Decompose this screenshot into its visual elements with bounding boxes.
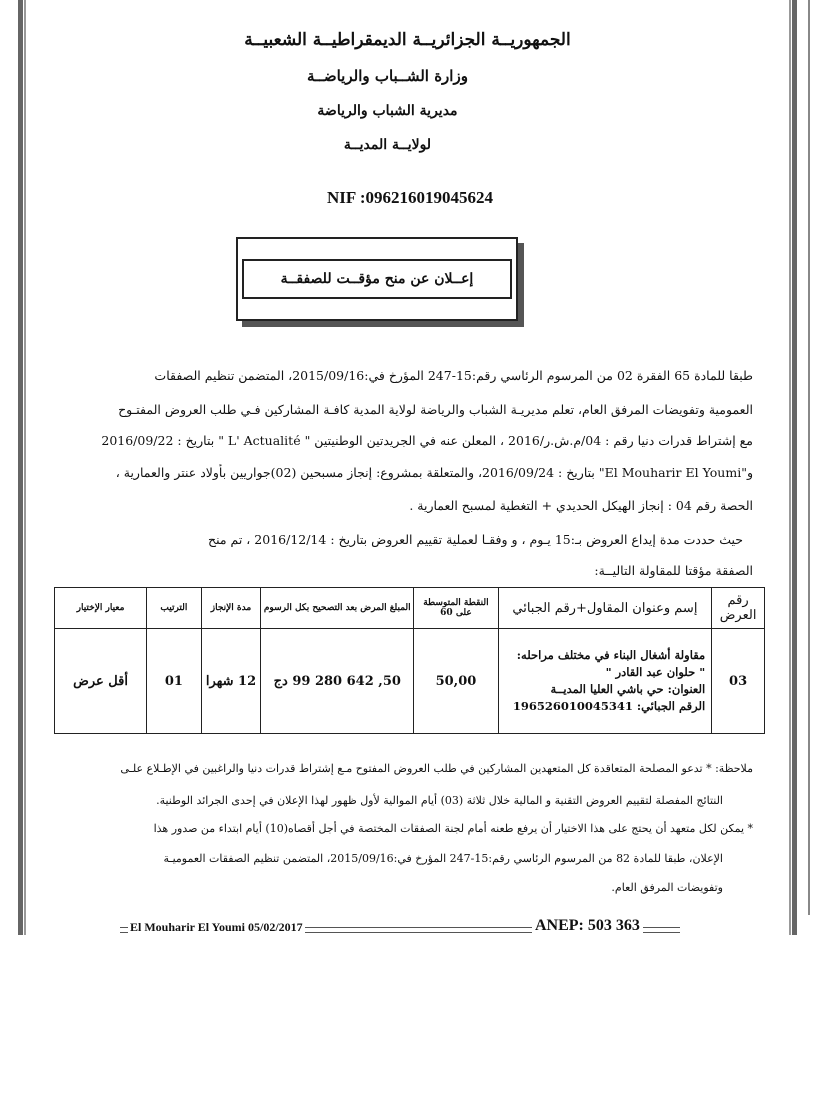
footer-anep: ANEP: 503 363: [532, 917, 643, 935]
scan-edge-line: [808, 0, 810, 915]
score-value: 50,00: [414, 629, 498, 734]
offer-number: 03: [712, 629, 765, 734]
contractor-line: " حلوان عبد القادر ": [605, 665, 706, 679]
col-offer-number: رقم العرض: [712, 588, 765, 629]
col-contractor: إسم وعنوان المقاول+رقم الجبائي: [498, 588, 712, 629]
table-row: [55, 629, 765, 734]
title-box-inner: [242, 259, 512, 299]
footer-source: El Mouharir El Youmi 05/02/2017: [130, 920, 303, 934]
contractor-line: العنوان: حي باشي العليا المديــة: [550, 682, 706, 696]
contractor-line: الرقم الجبائي: 196526010045341: [512, 699, 706, 713]
body-paragraph-line: الحصة رقم 04 : إنجاز الهيكل الحديدي + التغطية لمسبح العمارية .: [409, 498, 753, 513]
offers-table: [54, 587, 765, 734]
footer: [120, 918, 680, 938]
republic-title: الجمهوريــة الجزائريــة الديمقراطيــة الشعبيــة: [244, 30, 571, 50]
col-amount: المبلغ المرض بعد التصحيح بكل الرسوم: [261, 588, 414, 629]
note-line: النتائج المفصلة لتقييم العروض التقنية و المالية خلال ثلاثة (03) أيام الموالية لأول ظهور لهذا الإعلان في إحدى الجرائد الوطنية.: [156, 794, 723, 807]
announcement-title: إعــلان عن منح مؤقــت للصفقــة: [280, 271, 474, 287]
ministry-title: وزارة الشــباب والرياضــة: [307, 67, 468, 85]
body-paragraph-line: مع إشتراط قدرات دنيا رقم : 04/م.ش.ر/2016 ، المعلن عنه في الجريدتين الوطنيتين " L' Actualité " بتاريخ : 2016/09/22: [101, 433, 753, 448]
amount-value: 50, 642 280 99 دج: [261, 629, 414, 734]
announcement-title-box: [236, 237, 521, 323]
col-criterion: معيار الإختيار: [55, 588, 147, 629]
duration-value: 12 شهرا: [201, 629, 261, 734]
note-line: الإعلان، طبقا للمادة 82 من المرسوم الرئاسي رقم:15-247 المؤرخ في:2015/09/16، المتضمن تنظيم الصفقات العموميـة: [163, 852, 723, 865]
col-duration: مدة الإنجاز: [201, 588, 261, 629]
note-line: * يمكن لكل متعهد أن يحتج على هذا الاختيار أن يرفع طعنه أمام لجنة الصفقات المختصة في أجل أقصاه(10) أيام ابتداء من صدور هذا: [153, 822, 753, 835]
note-line: وتفويضات المرفق العام.: [611, 881, 723, 894]
directorate-title: مديرية الشباب والرياضة: [317, 103, 458, 119]
body-paragraph-line: العمومية وتفويضات المرفق العام، تعلم مديريـة الشباب والرياضة لولاية المدية كافـة المشاركين فـي طلب العروض المفتـوح: [118, 402, 753, 417]
rank-value: 01: [147, 629, 202, 734]
table-header-row: [55, 588, 765, 629]
body-paragraph-line: الصفقة مؤقتا للمقاولة التاليــة:: [594, 563, 753, 578]
wilaya-title: لولايــة المديــة: [343, 137, 432, 153]
col-score: النقطة المتوسطة على 60: [414, 588, 498, 629]
body-paragraph-line: و"El Mouharir El Youmi" بتاريخ : 2016/09/24، والمتعلقة بمشروع: إنجاز مسبحين (02)جواريين بأولاد عنتر والعمارية ،: [115, 465, 753, 480]
body-paragraph-line: حيث حددت مدة إيداع العروض بـ:15 يـوم ، و وفقـا لعملية تقييم العروض بتاريخ : 2016/12/14 ، تم منح: [208, 532, 743, 547]
contractor-info: [498, 629, 712, 734]
criterion-value: أقل عرض: [55, 629, 147, 734]
col-rank: الترتيب: [147, 588, 202, 629]
body-paragraph-line: طبقا للمادة 65 الفقرة 02 من المرسوم الرئاسي رقم:15-247 المؤرخ في:2015/09/16، المتضمن تنظيم الصفقات: [154, 368, 753, 383]
note-line: ملاحظة: * تدعو المصلحة المتعاقدة كل المتعهدين المشاركين في طلب العروض المفتوح مـع إشتراط قدرات دنيا والراغبين في الإطـلاع علـى: [120, 762, 753, 775]
nif-number: NIF :096216019045624: [326, 188, 494, 207]
contractor-line: مقاولة أشغال البناء في مختلف مراحله:: [516, 648, 706, 662]
